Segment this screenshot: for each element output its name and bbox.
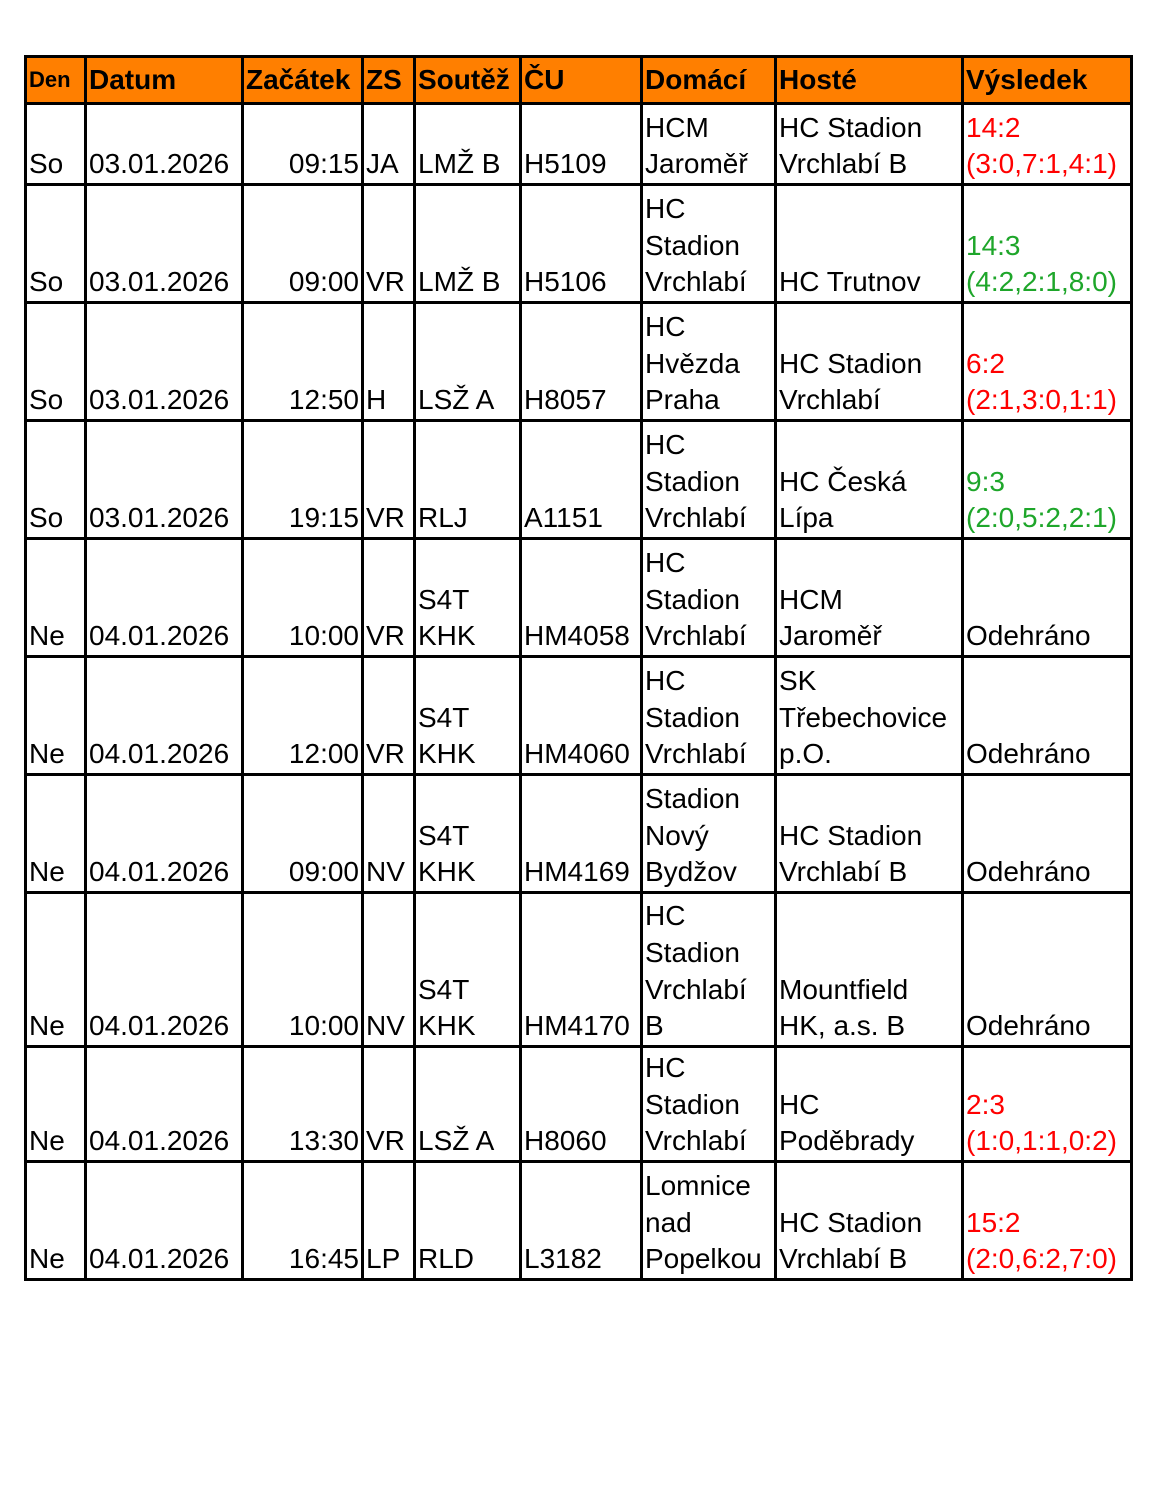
- cell-domaci-line: HC: [645, 428, 686, 460]
- cell-cu: H5109: [521, 104, 642, 185]
- cell-zs: VR: [363, 421, 415, 539]
- cell-vysledek-line: Odehráno: [966, 1010, 1091, 1042]
- cell-vysledek-line: 6:2: [966, 347, 1005, 379]
- cell-cu: HM4169: [521, 775, 642, 893]
- cell-datum: 04.01.2026: [86, 893, 243, 1047]
- cell-domaci-line: HC: [645, 546, 686, 578]
- cell-domaci: [642, 893, 776, 1047]
- cell-domaci-line: HCM: [645, 111, 709, 143]
- cell-cu: A1151: [521, 421, 642, 539]
- cell-domaci-line: nad: [645, 1206, 692, 1238]
- header-vysledek: Výsledek: [963, 57, 1132, 104]
- cell-zs: NV: [363, 775, 415, 893]
- cell-zacatek: 13:30: [243, 1047, 363, 1162]
- cell-vysledek: [963, 104, 1132, 185]
- cell-den: So: [26, 303, 86, 421]
- cell-soutez: [415, 421, 521, 539]
- cell-hoste-line: HC Stadion: [779, 819, 923, 851]
- cell-den: Ne: [26, 1047, 86, 1162]
- cell-den: So: [26, 421, 86, 539]
- cell-domaci-line: Stadion: [645, 465, 740, 497]
- cell-domaci-line: Jaroměř: [645, 148, 748, 180]
- cell-domaci: [642, 1047, 776, 1162]
- cell-soutez: [415, 303, 521, 421]
- cell-domaci-line: Vrchlabí: [645, 502, 747, 534]
- cell-zacatek: 16:45: [243, 1162, 363, 1280]
- cell-domaci-line: Vrchlabí: [645, 1125, 747, 1157]
- cell-hoste-line: Třebechovice: [779, 701, 948, 733]
- cell-domaci-line: Vrchlabí: [645, 620, 747, 652]
- cell-domaci-line: Nový: [645, 819, 709, 851]
- cell-vysledek-line: (2:1,3:0,1:1): [966, 384, 1117, 416]
- cell-vysledek-line: Odehráno: [966, 620, 1091, 652]
- cell-soutez-line: LMŽ B: [418, 266, 501, 298]
- header-domaci: Domácí: [642, 57, 776, 104]
- cell-vysledek-line: 9:3: [966, 465, 1005, 497]
- cell-hoste-line: Vrchlabí B: [779, 1243, 908, 1275]
- cell-hoste: [776, 775, 963, 893]
- cell-datum: 04.01.2026: [86, 1047, 243, 1162]
- cell-zacatek: 10:00: [243, 893, 363, 1047]
- cell-soutez: [415, 775, 521, 893]
- cell-domaci-line: Popelkou: [645, 1243, 762, 1275]
- cell-cu: HM4170: [521, 893, 642, 1047]
- cell-den: Ne: [26, 1162, 86, 1280]
- cell-domaci-line: HC: [645, 310, 686, 342]
- cell-hoste-line: HC Stadion: [779, 111, 923, 143]
- cell-datum: 03.01.2026: [86, 185, 243, 303]
- cell-domaci: [642, 657, 776, 775]
- cell-domaci: [642, 185, 776, 303]
- cell-hoste-line: HCM: [779, 583, 843, 615]
- cell-hoste-line: HC Stadion: [779, 347, 923, 379]
- cell-soutez: [415, 104, 521, 185]
- cell-den: So: [26, 185, 86, 303]
- cell-hoste: [776, 657, 963, 775]
- cell-hoste-line: Jaroměř: [779, 620, 882, 652]
- cell-den: Ne: [26, 893, 86, 1047]
- cell-soutez: [415, 1162, 521, 1280]
- cell-den: Ne: [26, 539, 86, 657]
- cell-soutez: [415, 893, 521, 1047]
- cell-vysledek-line: (1:0,1:1,0:2): [966, 1125, 1117, 1157]
- cell-vysledek-line: (4:2,2:1,8:0): [966, 266, 1117, 298]
- table-row: [26, 421, 1132, 539]
- table-row: [26, 185, 1132, 303]
- cell-hoste-line: HC: [779, 1088, 820, 1120]
- cell-vysledek-line: (2:0,5:2,2:1): [966, 502, 1117, 534]
- cell-vysledek: [963, 303, 1132, 421]
- table-row: [26, 303, 1132, 421]
- cell-hoste-line: p.O.: [779, 738, 832, 770]
- cell-datum: 03.01.2026: [86, 421, 243, 539]
- cell-hoste-line: SK: [779, 664, 817, 696]
- cell-domaci-line: HC: [645, 900, 686, 932]
- table-row: [26, 104, 1132, 185]
- cell-soutez-line: KHK: [418, 738, 476, 770]
- header-zs: ZS: [363, 57, 415, 104]
- cell-hoste-line: Poděbrady: [779, 1125, 915, 1157]
- cell-domaci-line: Stadion: [645, 583, 740, 615]
- cell-soutez-line: RLD: [418, 1243, 475, 1275]
- cell-hoste-line: HC Trutnov: [779, 266, 921, 298]
- cell-cu: HM4060: [521, 657, 642, 775]
- cell-datum: 03.01.2026: [86, 303, 243, 421]
- cell-vysledek: [963, 657, 1132, 775]
- cell-zacatek: 09:00: [243, 185, 363, 303]
- cell-cu: H5106: [521, 185, 642, 303]
- cell-zs: NV: [363, 893, 415, 1047]
- table-row: [26, 893, 1132, 1047]
- cell-cu: H8057: [521, 303, 642, 421]
- table-row: [26, 539, 1132, 657]
- cell-hoste: [776, 893, 963, 1047]
- cell-zacatek: 09:15: [243, 104, 363, 185]
- cell-hoste-line: HC Česká: [779, 465, 907, 497]
- cell-cu: L3182: [521, 1162, 642, 1280]
- cell-datum: 04.01.2026: [86, 657, 243, 775]
- cell-zacatek: 12:00: [243, 657, 363, 775]
- cell-zacatek: 10:00: [243, 539, 363, 657]
- cell-den: Ne: [26, 775, 86, 893]
- cell-zacatek: 12:50: [243, 303, 363, 421]
- cell-vysledek-line: 14:3: [966, 229, 1021, 261]
- header-row: [26, 57, 1132, 104]
- cell-hoste-line: Mountfield: [779, 973, 909, 1005]
- cell-hoste-line: HK, a.s. B: [779, 1010, 906, 1042]
- header-den: Den: [26, 57, 86, 104]
- cell-den: So: [26, 104, 86, 185]
- cell-vysledek-line: (2:0,6:2,7:0): [966, 1243, 1117, 1275]
- cell-soutez-line: S4T: [418, 701, 470, 733]
- cell-domaci-line: Praha: [645, 384, 720, 416]
- cell-domaci-line: Stadion: [645, 936, 740, 968]
- cell-soutez: [415, 185, 521, 303]
- cell-datum: 04.01.2026: [86, 1162, 243, 1280]
- cell-domaci-line: Hvězda: [645, 347, 740, 379]
- header-cu: ČU: [521, 57, 642, 104]
- cell-soutez: [415, 539, 521, 657]
- cell-domaci-line: HC: [645, 192, 686, 224]
- cell-soutez-line: LMŽ B: [418, 148, 501, 180]
- cell-hoste-line: Vrchlabí: [779, 384, 881, 416]
- cell-zs: VR: [363, 657, 415, 775]
- cell-soutez-line: LSŽ A: [418, 384, 495, 416]
- cell-hoste: [776, 539, 963, 657]
- cell-hoste: [776, 185, 963, 303]
- cell-domaci-line: HC: [645, 664, 686, 696]
- cell-soutez-line: LSŽ A: [418, 1125, 495, 1157]
- cell-zacatek: 09:00: [243, 775, 363, 893]
- cell-vysledek: [963, 1047, 1132, 1162]
- cell-vysledek: [963, 1162, 1132, 1280]
- header-soutez: Soutěž: [415, 57, 521, 104]
- cell-vysledek-line: Odehráno: [966, 738, 1091, 770]
- cell-cu: HM4058: [521, 539, 642, 657]
- cell-domaci-line: Stadion: [645, 229, 740, 261]
- cell-vysledek-line: (3:0,7:1,4:1): [966, 148, 1117, 180]
- cell-domaci-line: B: [645, 1010, 664, 1042]
- cell-domaci-line: Vrchlabí: [645, 266, 747, 298]
- cell-domaci-line: Stadion: [645, 782, 740, 814]
- cell-zacatek: 19:15: [243, 421, 363, 539]
- cell-domaci: [642, 421, 776, 539]
- cell-zs: H: [363, 303, 415, 421]
- cell-datum: 04.01.2026: [86, 539, 243, 657]
- cell-hoste-line: Vrchlabí B: [779, 148, 908, 180]
- cell-soutez-line: S4T: [418, 583, 470, 615]
- cell-zs: VR: [363, 1047, 415, 1162]
- cell-domaci: [642, 303, 776, 421]
- cell-domaci-line: Lomnice: [645, 1169, 751, 1201]
- cell-hoste: [776, 421, 963, 539]
- cell-zs: LP: [363, 1162, 415, 1280]
- cell-domaci: [642, 775, 776, 893]
- cell-domaci-line: HC: [645, 1051, 686, 1083]
- cell-hoste: [776, 104, 963, 185]
- cell-soutez-line: S4T: [418, 819, 470, 851]
- table-row: [26, 1047, 1132, 1162]
- cell-datum: 04.01.2026: [86, 775, 243, 893]
- cell-zs: VR: [363, 185, 415, 303]
- cell-vysledek-line: 15:2: [966, 1206, 1021, 1238]
- cell-vysledek: [963, 775, 1132, 893]
- table-row: [26, 1162, 1132, 1280]
- cell-zs: JA: [363, 104, 415, 185]
- cell-domaci-line: Vrchlabí: [645, 738, 747, 770]
- cell-soutez-line: S4T: [418, 973, 470, 1005]
- cell-hoste: [776, 303, 963, 421]
- cell-domaci-line: Vrchlabí: [645, 973, 747, 1005]
- cell-soutez-line: RLJ: [418, 502, 468, 534]
- cell-cu: H8060: [521, 1047, 642, 1162]
- match-schedule-table: [24, 55, 1133, 1281]
- cell-soutez: [415, 1047, 521, 1162]
- cell-vysledek: [963, 539, 1132, 657]
- cell-domaci: [642, 104, 776, 185]
- cell-domaci-line: Bydžov: [645, 856, 737, 888]
- header-datum: Datum: [86, 57, 243, 104]
- cell-domaci: [642, 539, 776, 657]
- cell-vysledek-line: 2:3: [966, 1088, 1005, 1120]
- cell-hoste: [776, 1047, 963, 1162]
- cell-vysledek-line: 14:2: [966, 111, 1021, 143]
- cell-vysledek: [963, 185, 1132, 303]
- cell-vysledek: [963, 421, 1132, 539]
- cell-zs: VR: [363, 539, 415, 657]
- cell-hoste-line: Lípa: [779, 502, 834, 534]
- cell-hoste-line: Vrchlabí B: [779, 856, 908, 888]
- header-zacatek: Začátek: [243, 57, 363, 104]
- cell-datum: 03.01.2026: [86, 104, 243, 185]
- header-hoste: Hosté: [776, 57, 963, 104]
- cell-domaci-line: Stadion: [645, 701, 740, 733]
- table-row: [26, 775, 1132, 893]
- cell-soutez-line: KHK: [418, 1010, 476, 1042]
- cell-vysledek-line: Odehráno: [966, 856, 1091, 888]
- cell-hoste-line: HC Stadion: [779, 1206, 923, 1238]
- cell-domaci: [642, 1162, 776, 1280]
- cell-domaci-line: Stadion: [645, 1088, 740, 1120]
- cell-vysledek: [963, 893, 1132, 1047]
- cell-soutez-line: KHK: [418, 856, 476, 888]
- cell-soutez-line: KHK: [418, 620, 476, 652]
- cell-hoste: [776, 1162, 963, 1280]
- cell-den: Ne: [26, 657, 86, 775]
- table-row: [26, 657, 1132, 775]
- cell-soutez: [415, 657, 521, 775]
